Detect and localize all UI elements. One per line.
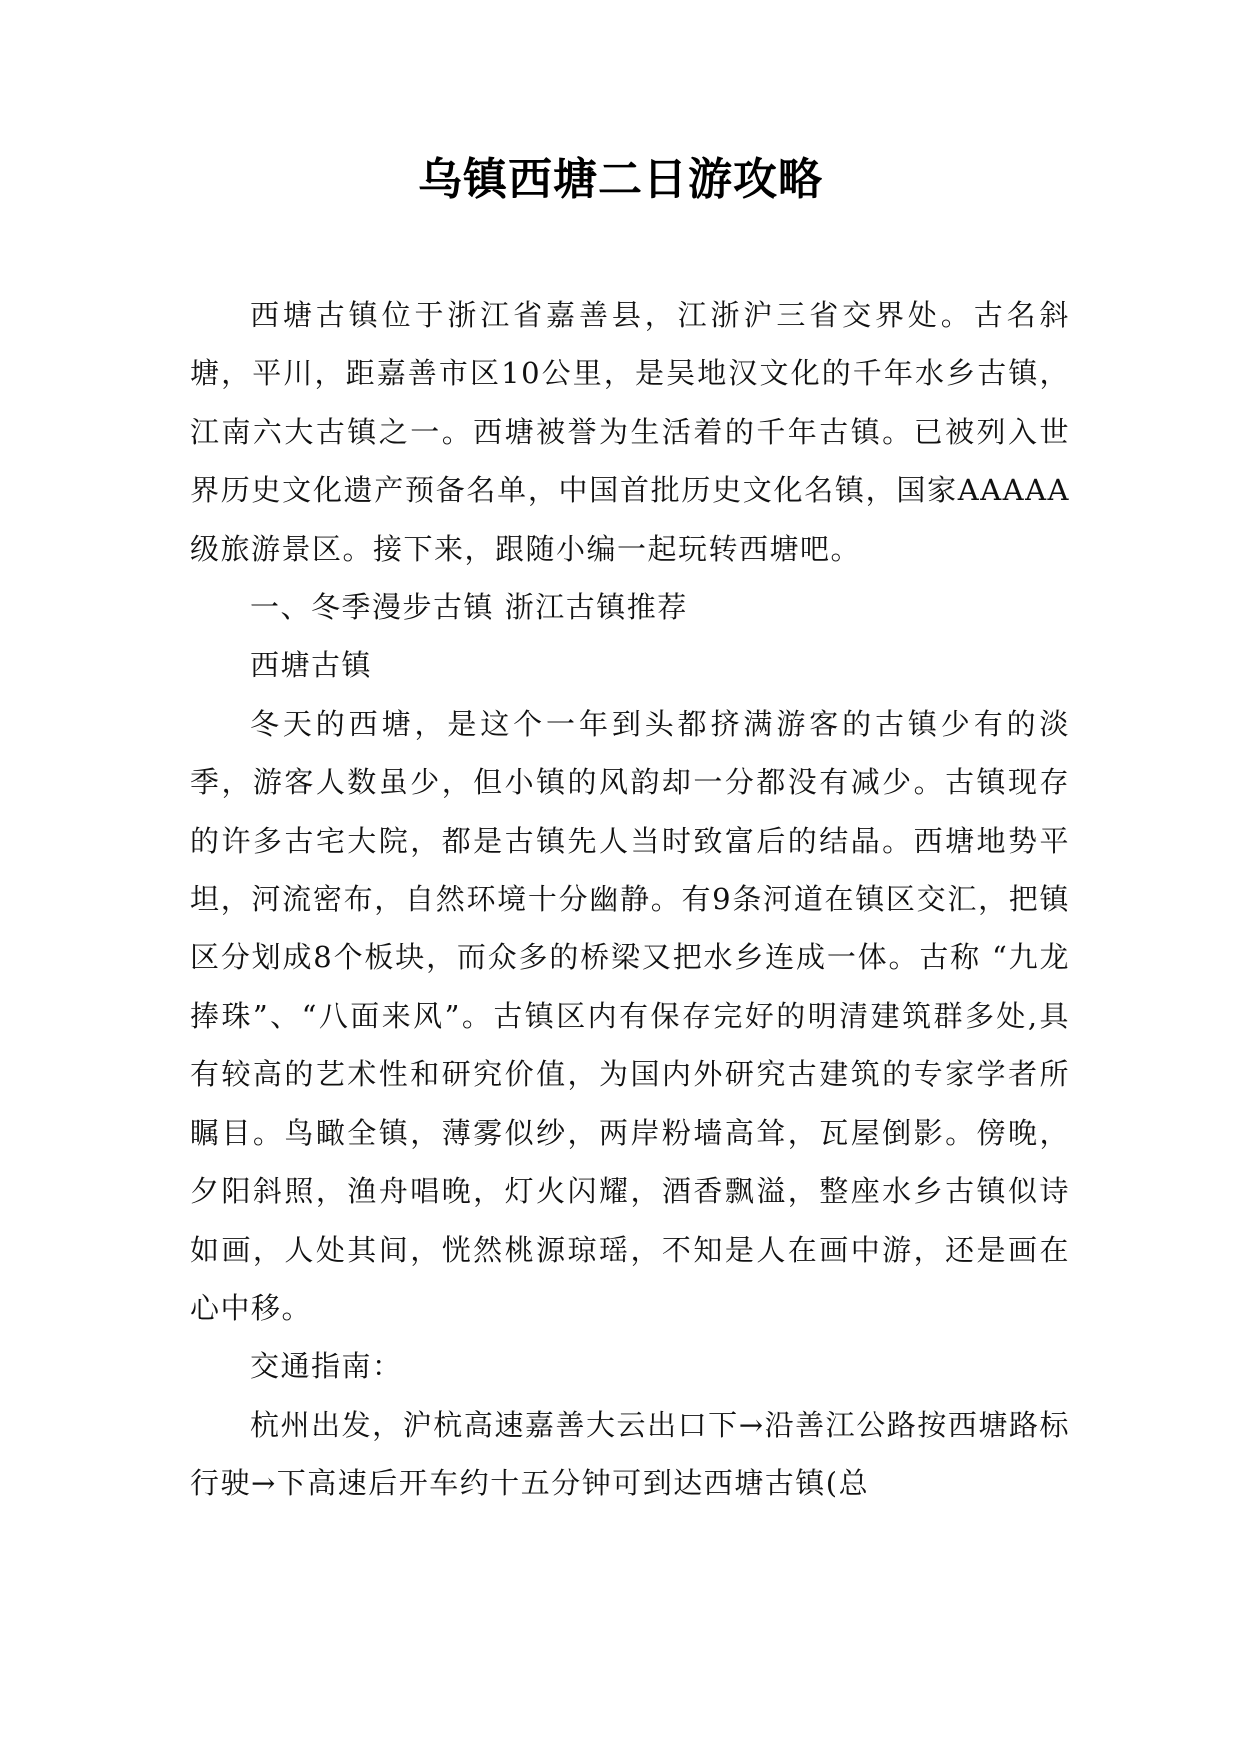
description-paragraph: 冬天的西塘，是这个一年到头都挤满游客的古镇少有的淡季，游客人数虽少，但小镇的风韵却一分都没有减少。古镇现存的许多古宅大院，都是古镇先人当时致富后的结晶。西塘地势平坦，河流密布，自然环境十分幽静。有9条河道在镇区交汇，把镇区分划成8个板块，而众多的桥梁又把水乡连成一体。古称 “九龙捧珠”、“八面来风”。古镇区内有保存完好的明清建筑群多处,具有较高的艺术性和研究价值，为国内外研究古建筑的专家学者所瞩目。鸟瞰全镇，薄雾似纱，两岸粉墙高耸，瓦屋倒影。傍晚，夕阳斜照，渔舟唱晚，灯火闪耀，酒香飘溢，整座水乡古镇似诗如画，人处其间，恍然桃源琼瑶，不知是人在画中游，还是画在心中移。 (190, 706, 1070, 1325)
section-heading: 一、冬季漫步古镇 浙江古镇推荐 (250, 590, 688, 625)
intro-paragraph: 西塘古镇位于浙江省嘉善县，江浙沪三省交界处。古名斜塘，平川，距嘉善市区10公里，是吴地汉文化的千年水乡古镇，江南六大古镇之一。西塘被誉为生活着的千年古镇。已被列入世界历史文化遗产预备名单，中国首批历史文化名镇，国家AAAAA级旅游景区。接下来，跟随小编一起玩转西塘吧。 (190, 298, 1070, 566)
document-title: 乌镇西塘二日游攻略 (418, 154, 823, 205)
subsection-heading: 西塘古镇 (250, 648, 373, 683)
document-body (190, 286, 1070, 1513)
transport-paragraph: 杭州出发，沪杭高速嘉善大云出口下→沿善江公路按西塘路标行驶→下高速后开车约十五分钟可到达西塘古镇(总 (190, 1407, 1070, 1501)
transport-heading: 交通指南： (250, 1349, 403, 1384)
